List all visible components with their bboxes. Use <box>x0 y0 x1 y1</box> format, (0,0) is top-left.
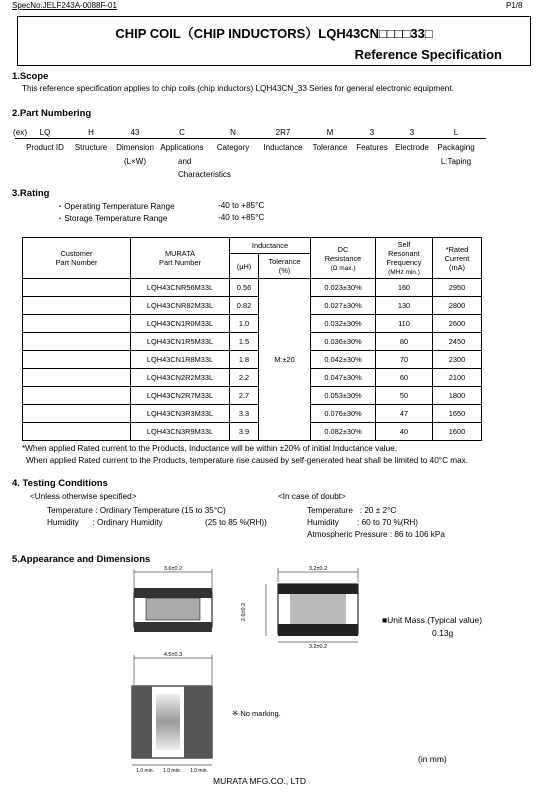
customer-pn-cell <box>23 333 131 351</box>
company-footer: MURATA MFG.CO., LTD <box>213 776 307 786</box>
dc-cell: 0.032±30% <box>311 315 376 333</box>
srf-cell: 130 <box>376 297 433 315</box>
dimension-sub: (L×W) <box>124 157 146 166</box>
storage-temp-value: -40 to +85°C <box>218 213 265 222</box>
customer-pn-cell <box>23 423 131 441</box>
document-subtitle: Reference Specification <box>354 47 502 62</box>
scope-text: This reference specification applies to chip coils (chip inductors) LQH43CN_33 Series for general electronic equipment. <box>22 84 454 93</box>
srf-cell: 160 <box>376 279 433 297</box>
side-view <box>241 566 358 650</box>
svg-text:1.0 min.: 1.0 min. <box>190 768 208 774</box>
customer-pn-cell <box>23 387 131 405</box>
inductance-cell: 0.82 <box>230 297 259 315</box>
storage-temp-label: ・Storage Temperature Range <box>56 214 168 223</box>
table-row <box>23 405 482 423</box>
title-box <box>17 16 531 66</box>
inductance-cell: 1.0 <box>230 315 259 333</box>
srf-cell: 47 <box>376 405 433 423</box>
inductance-cell: 2.2 <box>230 369 259 387</box>
spec-number: SpecNo.JELF243A-0088F-01 <box>12 1 117 10</box>
srf-cell: 70 <box>376 351 433 369</box>
part-numbering-heading: 2.Part Numbering <box>12 108 92 119</box>
part-code-4: N <box>230 128 236 137</box>
rc-cell: 2800 <box>433 297 482 315</box>
dc-cell: 0.053±30% <box>311 387 376 405</box>
applications-sub-1: and <box>178 157 192 166</box>
testing-left-hum: Humidity : Ordinary Humidity <box>47 518 163 527</box>
part-code-8: 3 <box>409 128 415 137</box>
dc-cell: 0.047±30% <box>311 369 376 387</box>
table-row <box>23 315 482 333</box>
dc-cell: 0.027±30% <box>311 297 376 315</box>
rc-cell: 1800 <box>433 387 482 405</box>
table-row <box>23 387 482 405</box>
part-label-2: Dimension <box>116 143 154 152</box>
tolerance-cell: M:±20 <box>259 279 311 441</box>
table-row <box>23 297 482 315</box>
rc-cell: 2950 <box>433 279 482 297</box>
svg-text:1.0 min.: 1.0 min. <box>136 768 154 774</box>
murata-pn-cell: LQH43CNR82M33L <box>131 297 230 315</box>
svg-text:3.2±0.2: 3.2±0.2 <box>308 644 328 650</box>
inductance-cell: 0.56 <box>230 279 259 297</box>
th-murata: MURATA Part Number <box>131 238 230 279</box>
rc-cell: 2600 <box>433 315 482 333</box>
dc-cell: 0.042±30% <box>311 351 376 369</box>
part-ex-label: (ex) <box>13 128 28 137</box>
operating-temp-value: -40 to +85°C <box>218 201 265 210</box>
inductance-cell: 2.7 <box>230 387 259 405</box>
murata-pn-cell: LQH43CN3R9M33L <box>131 423 230 441</box>
scope-heading: 1.Scope <box>12 71 49 82</box>
rating-note-1: *When applied Rated current to the Products, Inductance will be within ±20% of initial Inductance value. <box>22 444 397 453</box>
svg-text:4.5±0.3: 4.5±0.3 <box>163 652 183 658</box>
svg-text:2.6±0.2: 2.6±0.2 <box>241 602 247 622</box>
th-srf: Self Resonant Frequency (MHz min.) <box>376 238 433 279</box>
packaging-sub: L:Taping <box>440 157 472 166</box>
th-tolerance: Tolerance (%) <box>259 254 311 279</box>
part-label-7: Features <box>356 143 388 152</box>
testing-left-temp: Temperature : Ordinary Temperature (15 to 35°C) <box>47 506 226 515</box>
srf-cell: 110 <box>376 315 433 333</box>
part-code-7: 3 <box>369 128 375 137</box>
units-note: (in mm) <box>418 754 447 764</box>
th-uh: (μH) <box>230 254 259 279</box>
customer-pn-cell <box>23 315 131 333</box>
th-inductance: Inductance <box>230 238 311 254</box>
testing-right-temp: Temperature : 20 ± 2°C <box>307 506 397 515</box>
part-label-8: Electrode <box>395 143 429 152</box>
table-row <box>23 369 482 387</box>
murata-pn-cell: LQH43CN1R5M33L <box>131 333 230 351</box>
table-row <box>23 279 482 297</box>
srf-cell: 50 <box>376 387 433 405</box>
svg-text:3.2±0.2: 3.2±0.2 <box>308 566 328 572</box>
dc-cell: 0.076±30% <box>311 405 376 423</box>
rating-heading: 3.Rating <box>12 188 50 199</box>
part-label-9: Packaging <box>437 143 475 152</box>
part-code-6: M <box>326 128 334 137</box>
rc-cell: 2300 <box>433 351 482 369</box>
customer-pn-cell <box>23 369 131 387</box>
part-code-9: L <box>453 128 459 137</box>
murata-pn-cell: LQH43CN2R2M33L <box>131 369 230 387</box>
customer-pn-cell <box>23 351 131 369</box>
dimension-drawing <box>120 560 380 775</box>
part-label-1: Structure <box>74 143 108 152</box>
customer-pn-cell <box>23 279 131 297</box>
page-number: P1/8 <box>506 1 523 10</box>
svg-text:1.0 min.: 1.0 min. <box>163 768 181 774</box>
part-label-3: Applications <box>160 143 204 152</box>
testing-right-hum: Humidity : 60 to 70 %(RH) <box>307 518 419 527</box>
murata-pn-cell: LQH43CNR56M33L <box>131 279 230 297</box>
svg-text:3.6±0.2: 3.6±0.2 <box>163 566 183 572</box>
testing-heading: 4. Testing Conditions <box>12 478 108 489</box>
part-label-5: Inductance <box>263 143 303 152</box>
rc-cell: 2100 <box>433 369 482 387</box>
rc-cell: 1650 <box>433 405 482 423</box>
part-code-5: 2R7 <box>275 128 291 137</box>
srf-cell: 40 <box>376 423 433 441</box>
srf-cell: 60 <box>376 369 433 387</box>
srf-cell: 80 <box>376 333 433 351</box>
applications-sub-2: Characteristics <box>178 170 231 179</box>
front-view <box>134 566 212 632</box>
dc-cell: 0.023±30% <box>311 279 376 297</box>
bottom-view <box>132 652 212 774</box>
th-customer: Customer Part Number <box>23 238 131 279</box>
rc-cell: 2450 <box>433 333 482 351</box>
customer-pn-cell <box>23 297 131 315</box>
no-marking-note: ※ No marking. <box>232 709 281 718</box>
inductance-cell: 1.5 <box>230 333 259 351</box>
rating-note-2: When applied Rated current to the Products, temperature rise caused by self-generated heat shall be limited to 40°C max. <box>26 456 468 465</box>
rc-cell: 1600 <box>433 423 482 441</box>
testing-left-hum-range: (25 to 85 %(RH)) <box>205 518 267 527</box>
rating-table <box>22 237 482 441</box>
inductance-cell: 1.8 <box>230 351 259 369</box>
th-rated-current: *Rated Current (mA) <box>433 238 482 279</box>
part-label-0: Product ID <box>26 143 64 152</box>
table-row <box>23 333 482 351</box>
part-label-4: Category <box>216 143 250 152</box>
unit-mass-label: ■Unit Mass (Typical value) <box>382 615 483 625</box>
inductance-cell: 3.3 <box>230 405 259 423</box>
murata-pn-cell: LQH43CN2R7M33L <box>131 387 230 405</box>
murata-pn-cell: LQH43CN1R8M33L <box>131 351 230 369</box>
murata-pn-cell: LQH43CN3R3M33L <box>131 405 230 423</box>
operating-temp-label: ・Operating Temperature Range <box>56 202 175 211</box>
table-row <box>23 351 482 369</box>
document-title: CHIP COIL（CHIP INDUCTORS）LQH43CN□□□□33□ <box>115 26 433 41</box>
dc-cell: 0.036±30% <box>311 333 376 351</box>
part-label-6: Tolerance <box>312 143 348 152</box>
part-code-0: LQ <box>39 128 51 137</box>
unit-mass-value: 0.13g <box>432 628 454 638</box>
inductance-cell: 3.9 <box>230 423 259 441</box>
th-dc-resistance: DC Resistance (Ω max.) <box>311 238 376 279</box>
testing-left-head: <Unless otherwise specified> <box>30 492 137 501</box>
part-code-2: 43 <box>130 128 140 137</box>
customer-pn-cell <box>23 405 131 423</box>
table-row <box>23 423 482 441</box>
murata-pn-cell: LQH43CN1R0M33L <box>131 315 230 333</box>
appearance-heading: 5.Appearance and Dimensions <box>12 554 151 565</box>
part-code-1: H <box>88 128 94 137</box>
part-code-3: C <box>179 128 185 137</box>
testing-right-head: <In case of doubt> <box>278 492 346 501</box>
dc-cell: 0.082±30% <box>311 423 376 441</box>
part-code-underline <box>426 138 486 139</box>
testing-right-atm: Atmospheric Pressure : 86 to 106 kPa <box>307 530 445 539</box>
